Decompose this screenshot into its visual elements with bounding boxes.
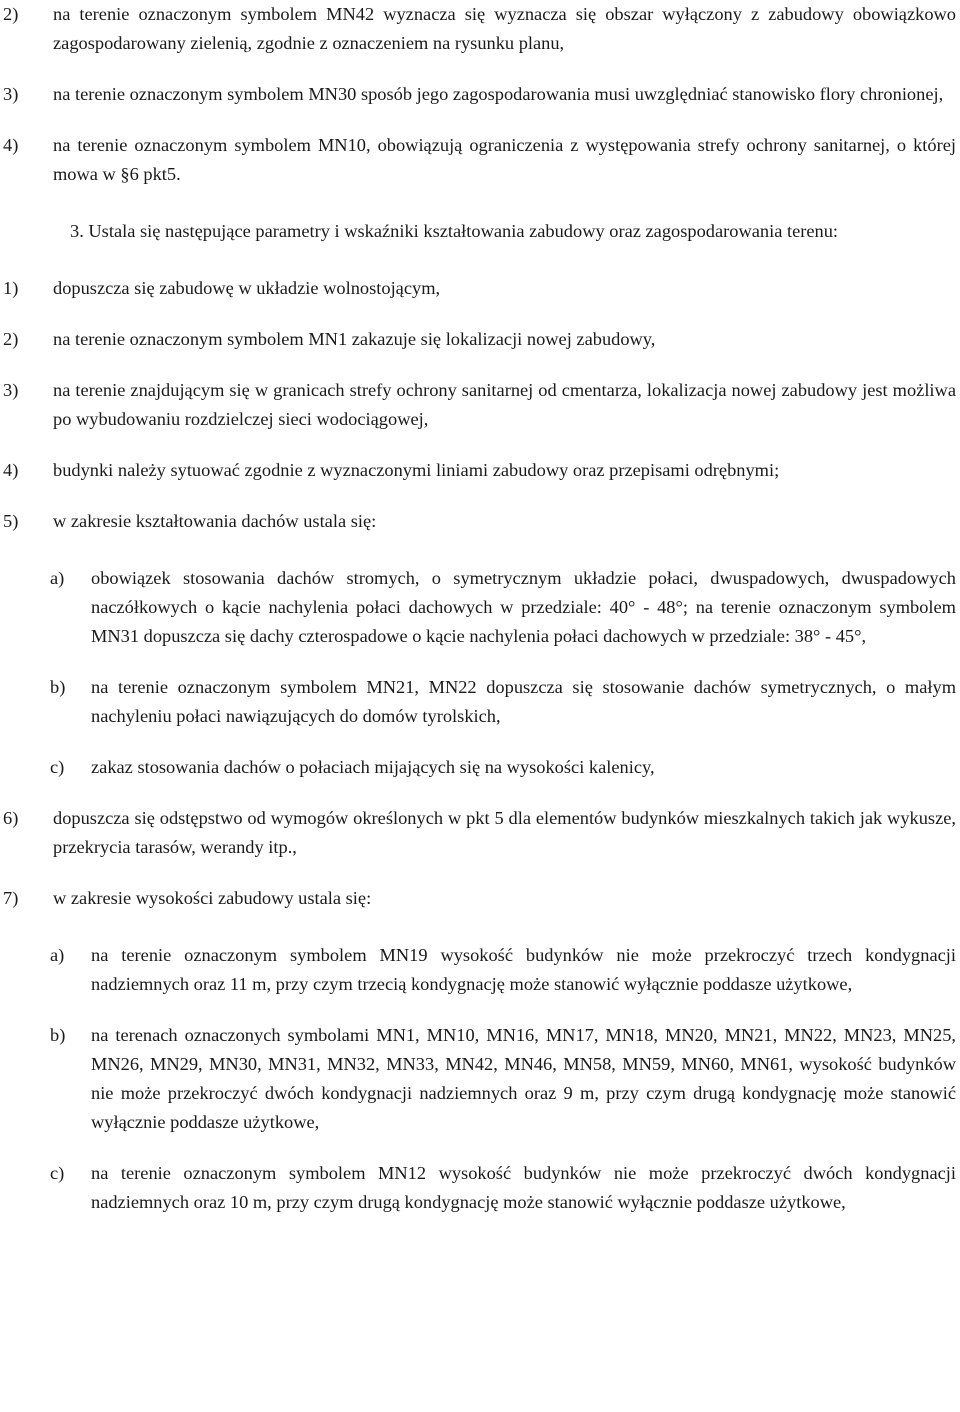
item-number: 2)	[3, 4, 19, 24]
sub-list-item	[3, 1021, 956, 1137]
sub-item-letter: a)	[50, 568, 65, 588]
sub-list-item	[3, 564, 956, 651]
item-text: w zakresie kształtowania dachów ustala się:	[53, 511, 377, 531]
item-number: 5)	[3, 511, 19, 531]
list-item	[3, 274, 956, 303]
sub-item-letter: b)	[50, 1025, 66, 1045]
item-text: dopuszcza się odstępstwo od wymogów określonych w pkt 5 dla elementów budynków mieszkalnych takich jak wykusze, przekrycia tarasów, werandy itp.,	[53, 808, 956, 857]
list-item	[3, 804, 956, 862]
list-item	[3, 131, 956, 189]
item-number: 3)	[3, 380, 19, 400]
list-item	[3, 80, 956, 109]
sub-list-item	[3, 753, 956, 782]
item-number: 1)	[3, 278, 19, 298]
sub-list-item	[3, 1159, 956, 1217]
item-text: dopuszcza się zabudowę w układzie wolnostojącym,	[53, 278, 441, 298]
item-number: 4)	[3, 135, 19, 155]
list-item	[3, 884, 956, 913]
list-item	[3, 376, 956, 434]
sub-item-text: na terenie oznaczonym symbolem MN19 wysokość budynków nie może przekroczyć trzech kondygnacji nadziemnych oraz 11 m, przy czym trzecią kondygnację może stanowić wyłącznie poddasze użytkowe,	[91, 945, 956, 994]
item-text: na terenie oznaczonym symbolem MN42 wyznacza się wyznacza się obszar wyłączony z zabudowy obowiązkowo zagospodarowany zielenią, zgodnie z oznaczeniem na rysunku planu,	[53, 4, 956, 53]
item-text: w zakresie wysokości zabudowy ustala się:	[53, 888, 372, 908]
item-text: budynki należy sytuować zgodnie z wyznaczonymi liniami zabudowy oraz przepisami odrębnymi;	[53, 460, 780, 480]
sub-list-item	[3, 673, 956, 731]
paragraph-text: 3. Ustala się następujące parametry i wskaźniki kształtowania zabudowy oraz zagospodarowania terenu:	[70, 221, 839, 241]
item-number: 2)	[3, 329, 19, 349]
item-number: 3)	[3, 84, 19, 104]
item-number: 7)	[3, 888, 19, 908]
item-text: na terenie oznaczonym symbolem MN10, obowiązują ograniczenia z występowania strefy ochrony sanitarnej, o której mowa w §6 pkt5.	[53, 135, 956, 184]
sub-item-text: na terenie oznaczonym symbolem MN12 wysokość budynków nie może przekroczyć dwóch kondygnacji nadziemnych oraz 10 m, przy czym drugą kondygnację może stanowić wyłącznie poddasze użytkowe,	[91, 1163, 956, 1212]
list-item	[3, 325, 956, 354]
list-item	[3, 456, 956, 485]
item-number: 6)	[3, 808, 19, 828]
sub-item-letter: c)	[50, 757, 65, 777]
item-number: 4)	[3, 460, 19, 480]
item-text: na terenie oznaczonym symbolem MN30 sposób jego zagospodarowania musi uwzględniać stanowisko flory chronionej,	[53, 84, 944, 104]
sub-item-text: na terenie oznaczonym symbolem MN21, MN22 dopuszcza się stosowanie dachów symetrycznych, o małym nachyleniu połaci nawiązujących do domów tyrolskich,	[91, 677, 956, 726]
list-item	[3, 507, 956, 536]
sub-item-letter: c)	[50, 1163, 65, 1183]
item-text: na terenie znajdującym się w granicach strefy ochrony sanitarnej od cmentarza, lokalizacja nowej zabudowy jest możliwa po wybudowaniu rozdzielczej sieci wodociągowej,	[53, 380, 956, 429]
sub-item-text: na terenach oznaczonych symbolami MN1, MN10, MN16, MN17, MN18, MN20, MN21, MN22, MN23, MN25, MN26, MN29, MN30, MN31, MN32, MN33, MN42, MN46, MN58, MN59, MN60, MN61, wysokość budynków nie może przekroczyć dwóch kondygnacji nadziemnych oraz 9 m, przy czym drugą kondygnację może stanowić wyłącznie poddasze użytkowe,	[91, 1025, 956, 1132]
sub-item-text: obowiązek stosowania dachów stromych, o symetrycznym układzie połaci, dwuspadowych, dwuspadowych naczółkowych o kącie nachylenia połaci dachowych w przedziale: 40° - 48°; na terenie oznaczonym symbolem MN31 dopuszcza się dachy czterospadowe o kącie nachylenia połaci dachowych w przedziale: 38° - 45°,	[91, 568, 956, 646]
sub-list-item	[3, 941, 956, 999]
list-item	[3, 0, 956, 58]
sub-item-letter: b)	[50, 677, 66, 697]
sub-item-letter: a)	[50, 945, 65, 965]
item-text: na terenie oznaczonym symbolem MN1 zakazuje się lokalizacji nowej zabudowy,	[53, 329, 656, 349]
sub-item-text: zakaz stosowania dachów o połaciach mijających się na wysokości kalenicy,	[91, 757, 655, 777]
paragraph-3	[3, 217, 956, 246]
